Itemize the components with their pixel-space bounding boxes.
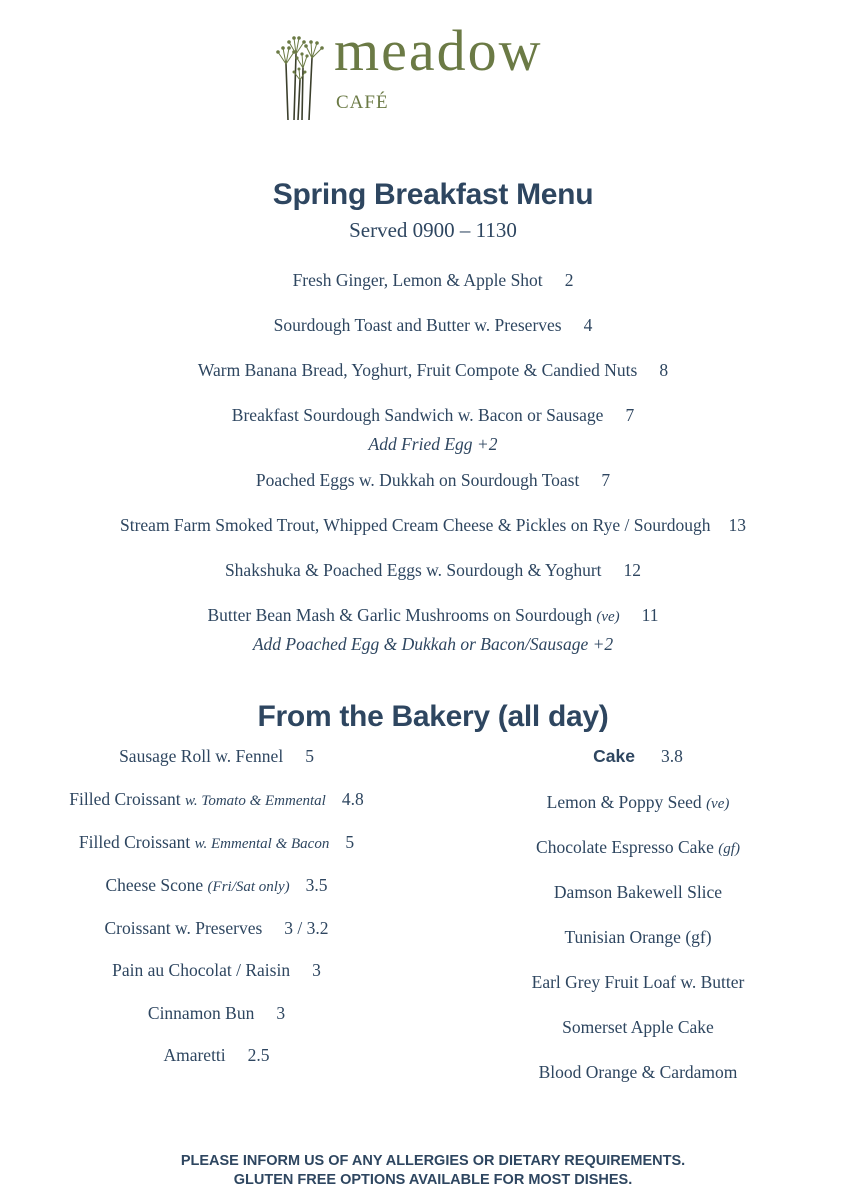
bakery-item — [0, 1003, 433, 1024]
item-addon: Add Fried Egg +2 — [368, 434, 498, 454]
item-name: Chocolate Espresso Cake — [536, 837, 714, 857]
bakery-item — [0, 960, 433, 981]
item-price: 4 — [583, 315, 593, 335]
item-note: (ve) — [706, 796, 730, 812]
item-price: 12 — [623, 560, 642, 580]
item-name: Poached Eggs w. Dukkah on Sourdough Toast — [255, 470, 580, 490]
footer-line-2: GLUTEN FREE OPTIONS AVAILABLE FOR MOST DISHES. — [233, 1172, 633, 1188]
menu-item — [0, 470, 866, 491]
item-price: 4.8 — [341, 789, 364, 809]
item-note: w. Emmental & Bacon — [194, 836, 330, 852]
item-name: Warm Banana Bread, Yoghurt, Fruit Compote & Candied Nuts — [197, 360, 638, 380]
menu-item — [0, 405, 866, 426]
item-name: Filled Croissant — [78, 832, 191, 852]
bakery-item — [0, 832, 433, 853]
cake-title: Cake — [593, 746, 635, 766]
item-price: 11 — [641, 605, 659, 625]
item-name: Sourdough Toast and Butter w. Preserves — [273, 315, 562, 335]
cake-item — [433, 1062, 843, 1083]
bakery-title: From the Bakery (all day) — [257, 700, 609, 733]
item-price: 13 — [728, 515, 747, 535]
item-price: 2 — [564, 270, 574, 290]
brand-name: meadow — [334, 18, 543, 83]
item-name: Sausage Roll w. Fennel — [119, 746, 284, 766]
item-name: Somerset Apple Cake — [562, 1017, 714, 1037]
item-price: 3.5 — [305, 875, 328, 895]
bakery-item — [0, 1045, 433, 1066]
item-name: Pain au Chocolat / Raisin — [112, 960, 291, 980]
menu-item — [0, 560, 866, 581]
item-name: Fresh Ginger, Lemon & Apple Shot — [292, 270, 543, 290]
item-price: 7 — [625, 405, 635, 425]
item-note: (gf) — [718, 841, 740, 857]
cake-header — [433, 746, 843, 767]
item-name: Tunisian Orange (gf) — [564, 927, 712, 947]
item-price: 7 — [601, 470, 611, 490]
menu-item — [0, 315, 866, 336]
cake-item — [433, 927, 843, 948]
item-addon: Add Poached Egg & Dukkah or Bacon/Sausage +2 — [252, 634, 614, 654]
item-name: Damson Bakewell Slice — [553, 882, 723, 902]
bakery-item — [0, 918, 433, 939]
cake-item — [433, 792, 843, 813]
menu-item — [0, 515, 866, 536]
item-price: 5 — [345, 832, 355, 852]
item-note: w. Tomato & Emmental — [184, 793, 326, 809]
item-name: Blood Orange & Cardamom — [538, 1062, 738, 1082]
item-name: Earl Grey Fruit Loaf w. Butter — [531, 972, 745, 992]
item-price: 5 — [305, 746, 314, 766]
cow-parsley-flowers-icon — [276, 34, 332, 120]
cake-price: 3.8 — [660, 746, 683, 766]
item-price: 3 — [312, 960, 321, 980]
item-price: 3 / 3.2 — [284, 918, 329, 938]
cake-item — [433, 882, 843, 903]
item-name: Stream Farm Smoked Trout, Whipped Cream Cheese & Pickles on Rye / Sourdough — [119, 515, 711, 535]
item-name: Lemon & Poppy Seed — [546, 792, 702, 812]
cake-item — [433, 1017, 843, 1038]
bakery-item — [0, 789, 433, 810]
cake-item — [433, 837, 843, 858]
item-name: Butter Bean Mash & Garlic Mushrooms on Sourdough — [207, 605, 592, 625]
item-name: Cheese Scone — [105, 875, 204, 895]
item-name: Shakshuka & Poached Eggs w. Sourdough & Yoghurt — [224, 560, 602, 580]
item-price: 8 — [659, 360, 669, 380]
footer-line-1: PLEASE INFORM US OF ANY ALLERGIES OR DIETARY REQUIREMENTS. — [180, 1153, 686, 1169]
bakery-item — [0, 875, 433, 896]
brand-sub: CAFÉ — [336, 92, 389, 113]
item-name: Croissant w. Preserves — [104, 918, 263, 938]
served-times: Served 0900 – 1130 — [349, 218, 517, 242]
item-name: Cinnamon Bun — [147, 1003, 255, 1023]
item-name: Filled Croissant — [69, 789, 181, 809]
menu-item — [0, 360, 866, 381]
item-name: Amaretti — [163, 1045, 226, 1065]
bakery-item — [0, 746, 433, 767]
item-note: (ve) — [596, 609, 620, 625]
item-name: Breakfast Sourdough Sandwich w. Bacon or Sausage — [231, 405, 604, 425]
item-price: 3 — [276, 1003, 286, 1023]
item-note: (Fri/Sat only) — [207, 879, 290, 895]
cake-item — [433, 972, 843, 993]
breakfast-title: Spring Breakfast Menu — [272, 178, 594, 211]
menu-item — [0, 270, 866, 291]
cafe-logo — [276, 18, 596, 120]
item-price: 2.5 — [247, 1045, 270, 1065]
allergy-notice — [0, 1152, 866, 1190]
menu-item — [0, 605, 866, 626]
